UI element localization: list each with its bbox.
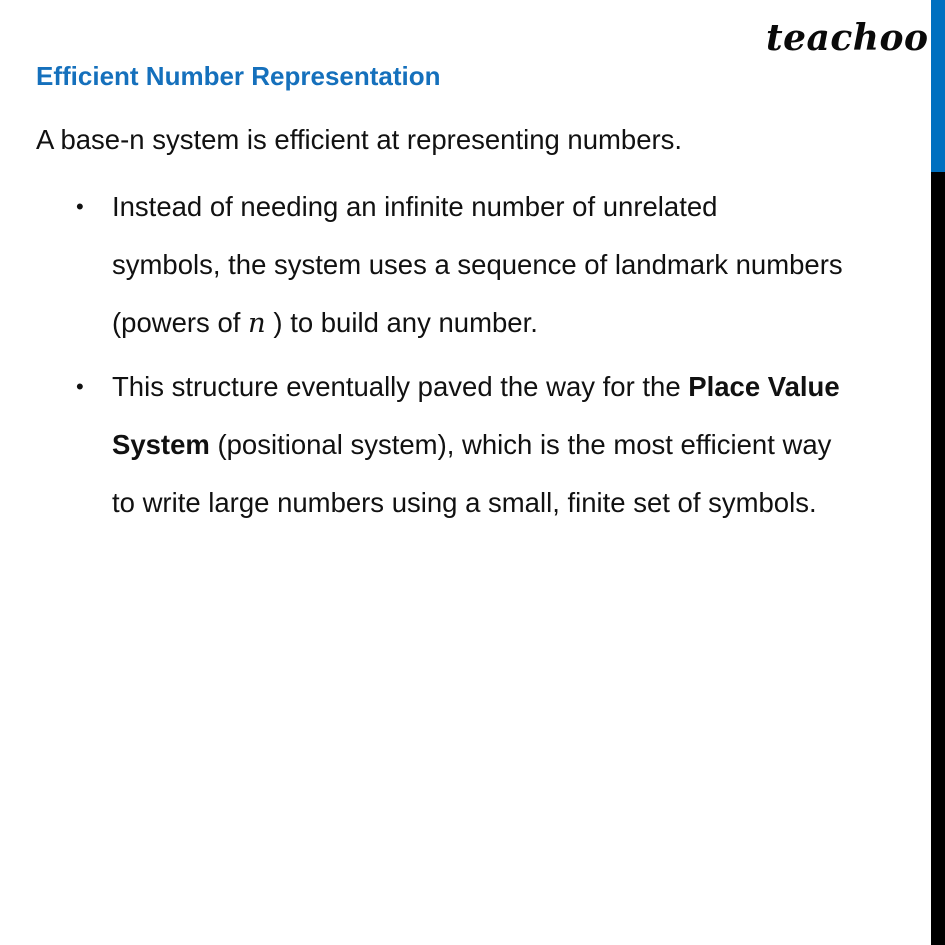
- bullet-text: [112, 178, 902, 352]
- bullet-text: [112, 358, 902, 532]
- text-segment: ) to build any number.: [265, 307, 538, 338]
- bullet-line: Instead of needing an infinite number of unrelated: [112, 191, 718, 222]
- slide-title: Efficient Number Representation: [36, 61, 441, 91]
- bold-term-place-value: Place Value: [688, 371, 840, 402]
- intro-text: A base-n system is efficient at representing numbers.: [36, 124, 683, 155]
- teachoo-logo: teachoo: [766, 17, 929, 59]
- side-accent-bar-black: [931, 172, 945, 945]
- bullet-line: to write large numbers using a small, finite set of symbols.: [112, 487, 817, 518]
- math-variable-n: n: [248, 307, 266, 339]
- bullet-dot-icon: •: [76, 374, 84, 399]
- text-segment: (positional system), which is the most efficient way: [209, 429, 832, 460]
- bullet-line: [112, 294, 902, 352]
- bullet-line: [112, 358, 902, 416]
- bullet-line: [112, 416, 902, 474]
- text-segment: (powers of: [112, 307, 249, 338]
- bold-term-system: System: [112, 429, 210, 460]
- bullet-dot-icon: •: [76, 194, 84, 219]
- bullet-line: symbols, the system uses a sequence of landmark numbers: [112, 249, 843, 280]
- text-segment: This structure eventually paved the way for the: [112, 371, 689, 402]
- side-accent-bar-blue: [931, 0, 945, 172]
